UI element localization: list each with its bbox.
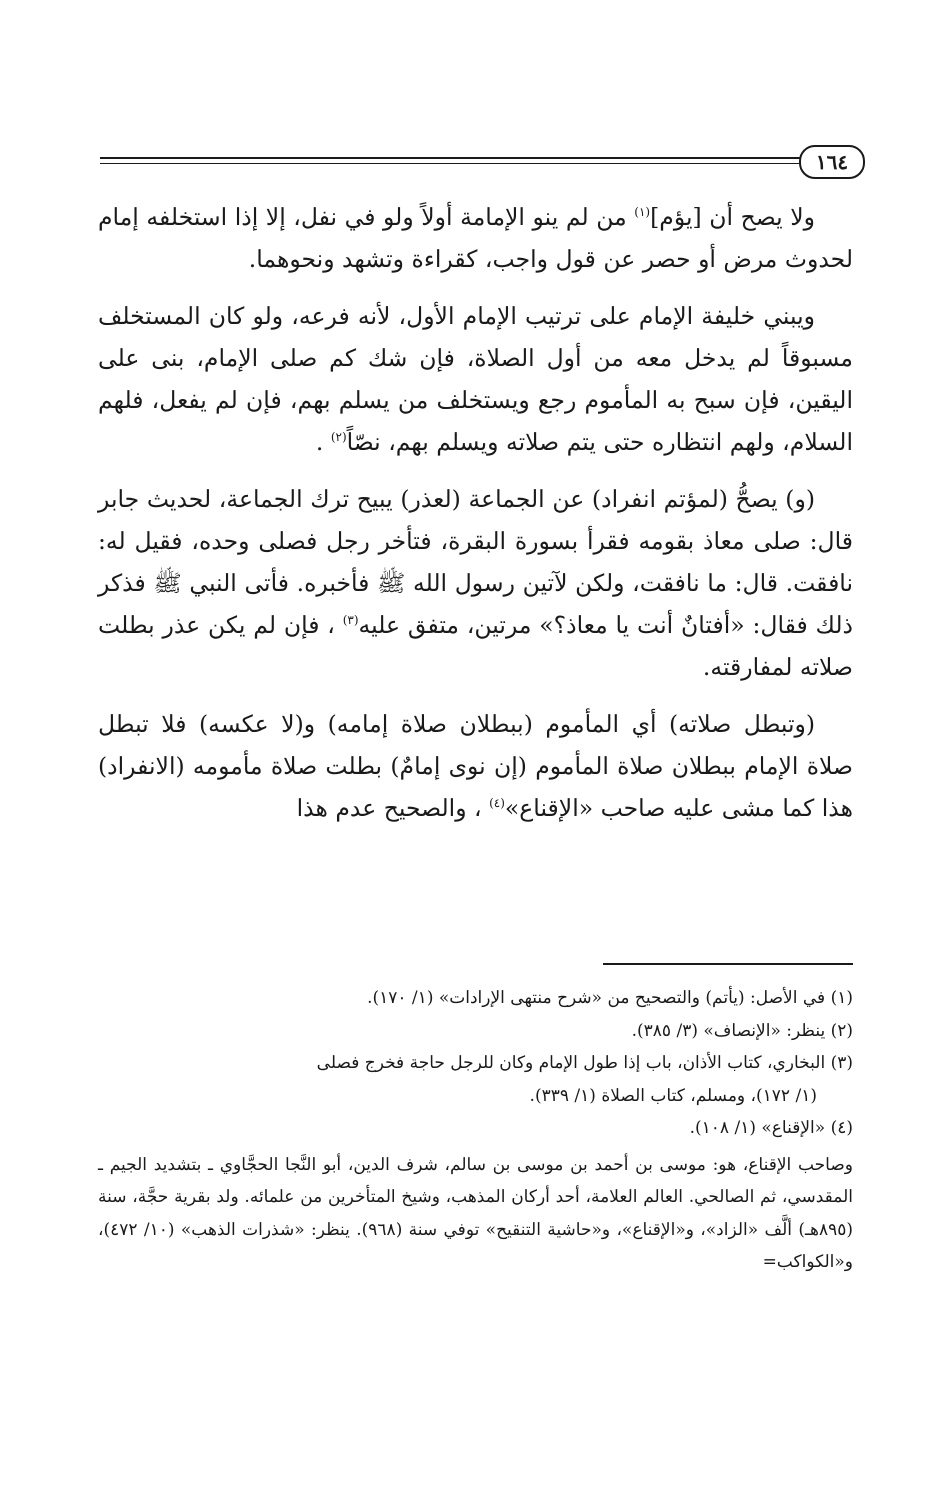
paragraph-text: ويبني خليفة الإمام على ترتيب الإمام الأول، لأنه فرعه، ولو كان المستخلف مسبوقاً لم يدخل معه من أول الصلاة، فإن شك كم صلى الإمام، بنى على اليقين، فإن سبح به المأموم رجع ويستخلف من يسلم بهم، فإن لم يفعل، فلهم السلام، ولهم انتظاره حتى يتم صلاته ويسلم بهم، نصّاً [98,302,853,456]
footnote-ref-4[interactable]: (٤) [489,796,505,811]
footnotes [98,982,853,1279]
footnote-ref-1[interactable]: (١) [634,205,651,220]
footnote-ref-3[interactable]: (٣) [342,613,359,628]
footnote-3: (٣) البخاري، كتاب الأذان، باب إذا طول الإمام وكان للرجل حاجة فخرج فصلى [316,1053,853,1073]
footnote-4: (٤) «الإقناع» (١/ ١٠٨). [689,1118,853,1138]
paragraph-text: . [315,428,331,456]
paragraph-text: ولا يصح أن [يؤم] [650,203,815,231]
page-number: ١٦٤ [799,145,865,179]
page-header [100,145,865,179]
paragraph-1 [98,196,853,280]
footnote-4-biography: وصاحب الإقناع، هو: موسى بن أحمد بن موسى بن سالم، شرف الدين، أبو النَّجا الحجَّاوي ـ بتشديد الجيم ـ المقدسي، ثم الصالحي. العالم العلامة، أحد أركان المذهب، وشيخ المتأخرين من علمائه. ولد بقرية حجَّة، سنة (٨٩٥هـ) ألَّف «الزاد»، و«الإقناع»، و«حاشية التنقيح» توفي سنة (٩٦٨). ينظر: «شذرات الذهب» (١٠/ ٤٧٢)، و«الكواكب= [98,1154,854,1272]
paragraph-2 [98,295,853,463]
footnote-ref-2[interactable]: (٢) [330,430,347,445]
paragraph-4 [98,703,853,829]
footnote-separator [603,963,853,965]
paragraph-text: من لم ينو الإمامة أولاً ولو في نفل، إلا إذا استخلفه إمام لحدوث مرض أو حصر عن قول واجب، كقراءة وتشهد ونحوهما. [98,203,853,273]
header-rule-thin [100,163,805,164]
paragraph-text: ، والصحيح عدم هذا [296,794,490,822]
paragraph-text: (و) يصحُّ (لمؤتم انفراد) عن الجماعة (لعذر) يبيح ترك الجماعة، لحديث جابر قال: صلى معاذ بقومه فقرأ بسورة البقرة، فتأخر رجل فصلى وحده، فقيل له: نافقت. قال: ما نافقت، ولكن لآتين رسول الله ﷺ فأخبره. فأتى النبي ﷺ فذكر ذلك فقال: «أفتانٌ أنت يا معاذ؟» مرتين، متفق عليه [98,485,853,639]
paragraph-text: ، فإن لم يكن عذر بطلت صلاته لمفارقته. [98,611,853,681]
footnote-2: (٢) ينظر: «الإنصاف» (٣/ ٣٨٥). [631,1020,853,1041]
paragraph-text: (وتبطل صلاته) أي المأموم (ببطلان صلاة إمامه) و(لا عكسه) فلا تبطل صلاة الإمام ببطلان صلاة المأموم (إن نوى إمامٌ) بطلت صلاة مأمومه (الانفراد) هذا كما مشى عليه صاحب «الإقناع» [98,710,853,822]
paragraph-3 [98,478,853,688]
main-text [98,196,853,844]
header-rule [100,157,805,159]
footnote-3-continued: (١/ ١٧٢)، ومسلم، كتاب الصلاة (١/ ٣٣٩). [529,1085,817,1106]
footnote-1: (١) في الأصل: (يأتم) والتصحيح من «شرح منتهى الإرادات» (١/ ١٧٠). [367,988,853,1008]
